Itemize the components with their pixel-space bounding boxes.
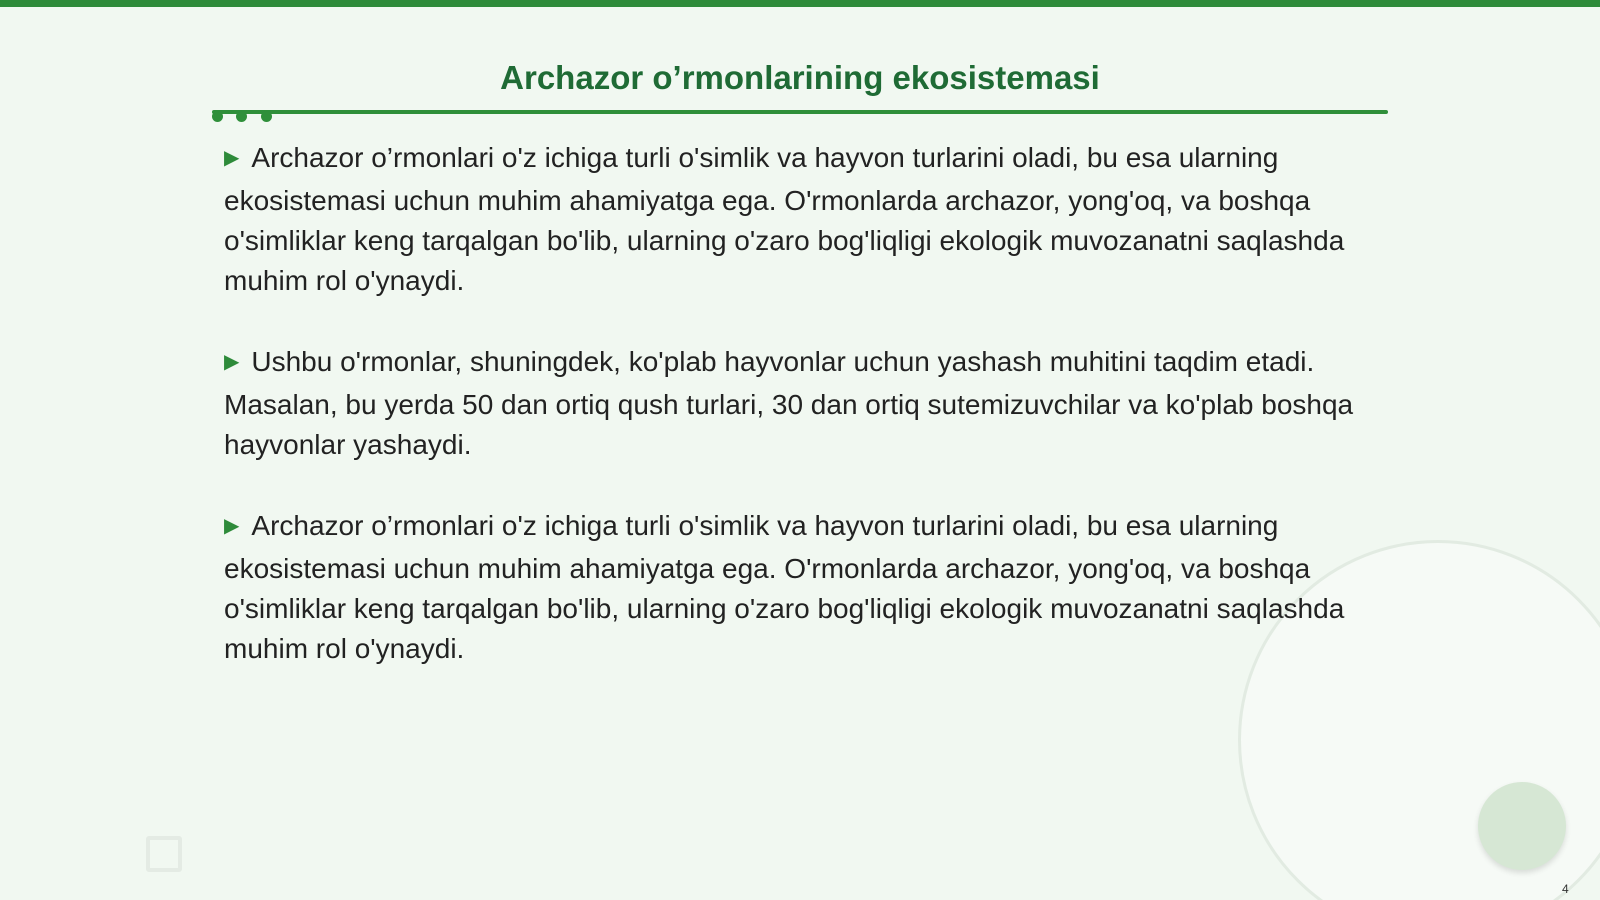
slide-title: Archazor o’rmonlarining ekosistemasi — [500, 59, 1100, 96]
bullet-paragraph — [224, 506, 1384, 669]
title-underline — [212, 110, 1388, 114]
bullet-paragraph — [224, 138, 1384, 301]
slide-body — [224, 138, 1384, 710]
paragraph-text: Ushbu o'rmonlar, shuningdek, ko'plab hayvonlar uchun yashash muhitini taqdim etadi. Masalan, bu yerda 50 dan ortiq qush turlari, 30 dan ortiq sutemizuvchilar va ko'plab boshqa hayvonlar yashaydi. — [224, 346, 1354, 460]
underline-dot — [261, 111, 272, 122]
decorative-circle — [1478, 782, 1566, 870]
top-accent-bar — [0, 0, 1600, 7]
decorative-square — [146, 836, 182, 872]
bullet-arrow-icon: ▶ — [224, 147, 240, 169]
bullet-arrow-icon: ▶ — [224, 515, 240, 537]
page-number: 4 — [1562, 882, 1569, 896]
underline-dot — [212, 111, 223, 122]
bullet-arrow-icon: ▶ — [224, 351, 240, 373]
underline-dot — [236, 111, 247, 122]
bullet-paragraph — [224, 342, 1384, 465]
paragraph-text: Archazor o’rmonlari o'z ichiga turli o'simlik va hayvon turlarini oladi, bu esa ularning ekosistemasi uchun muhim ahamiyatga ega. O'rmonlarda archazor, yong'oq, va boshqa o'simliklar keng tarqalgan bo'lib, ularning o'zaro bog'liqligi ekologik muvozanatni saqlashda muhim rol o'ynaydi. — [224, 510, 1345, 664]
paragraph-text: Archazor o’rmonlari o'z ichiga turli o'simlik va hayvon turlarini oladi, bu esa ularning ekosistemasi uchun muhim ahamiyatga ega. O'rmonlarda archazor, yong'oq, va boshqa o'simliklar keng tarqalgan bo'lib, ularning o'zaro bog'liqligi ekologik muvozanatni saqlashda muhim rol o'ynaydi. — [224, 142, 1345, 296]
